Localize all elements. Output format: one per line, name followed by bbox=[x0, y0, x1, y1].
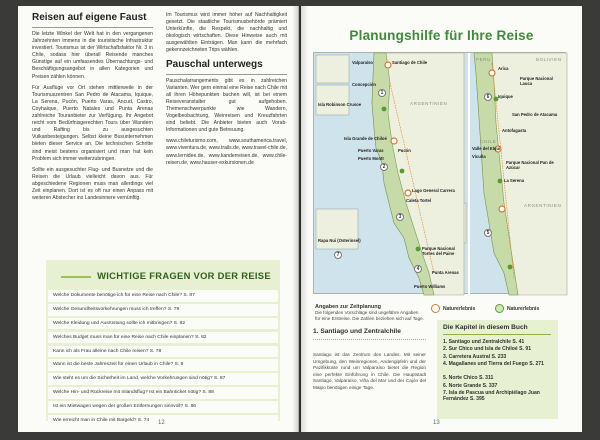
country-label: CHILE bbox=[480, 139, 497, 144]
map-place-label: Iquique bbox=[498, 94, 513, 99]
chapters-rule bbox=[443, 334, 551, 335]
page-number-right: 13 bbox=[433, 420, 440, 426]
highlight-marker-icon bbox=[391, 138, 397, 144]
legend-label: Naturerlebnis bbox=[507, 306, 540, 312]
country-label: ARGENTINIEN bbox=[410, 101, 448, 106]
paragraph: Pauschalarrangements gibt es in zahlreichen Varianten. Wer gern einmal eine Reise nach Chile mit all ihren Höhepunkten buchen will, ist bei einem Reiseveranstalter gut aufgehoben. Themenschwerpunkte wie Wandern, Vogelbeobachtung, Weinreisen und Kreuzfahrten sind beliebt. Die Anbieter bieten auch Vorab-Informationen und gute Betreuung. bbox=[166, 77, 287, 134]
highlight-marker-icon bbox=[489, 70, 495, 76]
faq-title bbox=[46, 268, 280, 284]
faq-item: Welche Hin- und Rückreise mit Inlandsflug? Ist ein Bahnticket nötig? S. 88 bbox=[48, 387, 278, 399]
region-number: 5 bbox=[484, 229, 492, 237]
faq-item: Welche Gesundheitsvorkehrungen muss ich treffen? S. 79 bbox=[48, 304, 278, 316]
region-number: 2 bbox=[380, 163, 388, 171]
chapter-item: 7. Isla de Pascua und Archipiélago Juan Fernández S. 395 bbox=[443, 389, 540, 403]
page-title: Planungshilfe für Ihre Reise bbox=[349, 28, 534, 43]
chapters-heading: Die Kapitel in diesem Buch bbox=[443, 324, 528, 331]
map-place-label: Puerto Montt bbox=[358, 156, 384, 161]
nature-marker-icon bbox=[382, 107, 387, 112]
paragraph: Die letzte Winkel der Welt hat in den vergangenen Jahrzehnten immens in die touristische Infrastruktur investiert. Tourismus ist der Wirtschaftsfaktor Nr. 3 in Chile, sodass hier überall Reisende manches Günstige auf ein umfassendes Übernachtungs- und Beschäftigungsangebot in allen Kategorien und Preisen zählen können. bbox=[32, 31, 153, 80]
faq-item: Kann ich als Frau alleine nach Chile reisen? S. 78 bbox=[48, 346, 278, 358]
region-number: 1 bbox=[378, 89, 386, 97]
region-number: 6 bbox=[484, 93, 492, 101]
region-number: 7 bbox=[334, 251, 342, 259]
highlight-marker-icon bbox=[405, 190, 411, 196]
map-place-label: Parque Nacional Torres del Paine bbox=[422, 246, 455, 256]
section-divider bbox=[313, 339, 426, 340]
faq-item: Wann ist die beste Jahreszeit für einen Urlaub in Chile? S. 8 bbox=[48, 359, 278, 371]
country-label: BOLIVIEN bbox=[536, 57, 562, 62]
faq-item: Ist ein Mietwagen wegen der großen Entfernungen sinnvoll? S. 86 bbox=[48, 401, 278, 413]
map-graphic bbox=[314, 53, 567, 295]
planning-map bbox=[313, 52, 566, 294]
heading-reisen-auf-eigene-faust: Reisen auf eigene Faust bbox=[32, 12, 147, 23]
map-place-label: Lago General Carrera bbox=[412, 188, 455, 193]
country-label: ARGENTINIEN bbox=[524, 203, 562, 208]
faq-list bbox=[48, 290, 278, 429]
highlight-marker-icon bbox=[499, 206, 505, 212]
heading-divider bbox=[166, 74, 287, 75]
highlight-legend-icon bbox=[431, 304, 440, 313]
nature-marker-icon bbox=[400, 169, 405, 174]
highlight-marker-icon bbox=[385, 62, 391, 68]
map-place-label: Parque Nacional Lauca bbox=[520, 76, 553, 86]
nature-marker-icon bbox=[508, 265, 513, 270]
heading-pauschal-unterwegs: Pauschal unterwegs bbox=[166, 58, 263, 70]
chapters-list bbox=[443, 339, 555, 404]
map-place-label: Valparaíso bbox=[352, 60, 373, 65]
map-place-label: San Pedro de Atacama bbox=[512, 112, 558, 117]
map-place-label: Isla Robinson Crusoe bbox=[318, 102, 362, 107]
faq-item: Welches Budget muss man für eine Reise nach Chile einplanen? S. 82 bbox=[48, 332, 278, 344]
faq-box bbox=[46, 260, 280, 421]
paragraph-intro: Im Tourismus wird immer höher auf Nachhaltigkeit gesetzt. Die staatliche Tourismusbehörde prämiert Unterkünfte, die Respekt, die nachhaltig und ökologisch wirtschaften. Diese Hinweise auch mit ausgewählten Einträgen. Man kann die mehrfach gekennzeichneten Trips wählen. bbox=[166, 12, 287, 54]
map-place-label: La Serena bbox=[504, 178, 525, 183]
page-number-left: 12 bbox=[158, 420, 165, 426]
chapter-item: 3. Carretera Austral S. 233 bbox=[443, 353, 507, 360]
section-heading: 1. Santiago und Zentralchile bbox=[313, 328, 401, 335]
paragraph-links: www.chileturismo.com, www.southamerica.travel, www.viventura.de, www.trails.de, www.travel-chile.de, www.lernidee.de, www.kanderreisen.de, www.chile-reisen.de, www.hauser-exkursionen.de bbox=[166, 138, 287, 166]
map-place-label: Pucón bbox=[398, 148, 411, 153]
map-place-label: Antofagasta bbox=[502, 128, 527, 133]
region-number: 3 bbox=[396, 213, 404, 221]
map-place-label: Puerto Varas bbox=[358, 148, 384, 153]
heading-divider bbox=[32, 27, 153, 28]
faq-item: Wie erreicht man in Chile mit Bargeld? S. 74 bbox=[48, 415, 278, 427]
nature-legend-icon bbox=[495, 304, 504, 313]
map-place-label: Rapa Nui (Osterinsel) bbox=[318, 238, 361, 243]
inset-robinson-crusoe bbox=[316, 85, 349, 115]
column-reisen-auf-eigene-faust bbox=[32, 12, 153, 206]
chapter-item: 5. Norte Chico S. 311 bbox=[443, 375, 494, 382]
legend-label: Naturerlebnis bbox=[443, 306, 476, 312]
chapter-item: 1. Santiago und Zentralchile S. 41 bbox=[443, 339, 525, 345]
nature-marker-icon bbox=[416, 247, 421, 252]
legend-heading: Angaben zur Zeitplanung bbox=[315, 304, 381, 310]
map-place-label: Santiago de Chile bbox=[392, 60, 428, 65]
map-place-label: Punta Arenas bbox=[432, 270, 459, 275]
map-place-label: Parque Nacional Pan de Azúcar bbox=[506, 160, 554, 170]
map-place-label: Puerto Williams bbox=[414, 284, 446, 289]
chapter-item: 4. Magallanes und Tierra del Fuego S. 271 bbox=[443, 361, 544, 368]
map-place-label: Isla Grande de Chiloé bbox=[344, 136, 387, 141]
map-place-label: Caleta Tortel bbox=[406, 198, 432, 203]
country-label: PERU bbox=[476, 57, 491, 62]
region-number: 4 bbox=[414, 265, 422, 273]
map-place-label: Valle del Elqui bbox=[472, 146, 501, 151]
faq-title-rule bbox=[61, 276, 91, 278]
faq-item: Welche Kleidung und Ausrüstung sollte ich mitbringen? S. 82 bbox=[48, 318, 278, 330]
map-place-label: Concepción bbox=[352, 82, 376, 87]
right-page bbox=[301, 6, 582, 432]
left-page bbox=[18, 6, 299, 432]
chapter-item: 6. Norte Grande S. 337 bbox=[443, 382, 498, 389]
chapter-item: 2. Sur Chico und Isla de Chiloé S. 91 bbox=[443, 346, 532, 353]
map-place-label: Arica bbox=[498, 66, 509, 71]
legend-text: Die folgenden Vorschläge sind ungefähre Angaben für eine Erstreise. Die Zahlen beziehen sich auf Tage. bbox=[315, 310, 424, 321]
map-place-label: Vicuña bbox=[472, 154, 486, 159]
paragraph: Sollte ein ausgesuchter Flug- und Busnetze und die Reisen die Urlaub vielleicht davon aus. Für abgeschiedene Regionen muss man allerdings viel Zeit einplanen. Dort ist es oft nur einen Anpass mit weiteren Abstecher ins Landesinnere vernünftig. bbox=[32, 166, 153, 202]
faq-title-text: WICHTIGE FRAGEN VOR DER REISE bbox=[97, 270, 271, 281]
nature-marker-icon bbox=[498, 179, 503, 184]
inset-valparaiso bbox=[316, 55, 349, 83]
faq-item: Welche Dokumente benötige ich für eine Reise nach Chile? S. 87 bbox=[48, 290, 278, 302]
faq-item: Wie steht es um die Sicherheit im Land, welche Vorkehrungen sind nötig? S. 87 bbox=[48, 373, 278, 385]
section-text: Santiago ist das Zentrum des Landes. Mit seiner Umgebung, den Weinregionen, Andengipfeln und der Pazifikküste rund um Valparaíso bietet die Region eine perfekte Einführung in Chile. Die Hauptstadt Santiago, Valparaíso, Viña del Mar und der Cajón del Maipo benötigen einige Tage. bbox=[313, 352, 426, 390]
paragraph: Für Ausflüge vor Ort stehen mittlerweile in der Tourismuszentren San Pedro de Atacama, Iquique, La Serena, Pucón, Puerto Varas, Ancud, Castro, Coyhaique, Puerto Natales und Punta Arenas zahlreiche Touranbieter zur Verfügung. Ihr Angebot reicht vom Bedürfnisgerechten Tours über Wandern und Rafting bis zu ausgesuchten Vulkanbesteigungen. Selbst kleine Busunternehmen bieten dieser Service an. Die technischen Schritte sind meist bestens organisiert und man hat kein Problem sich immer weiterzubringen. bbox=[32, 84, 153, 162]
column-pauschal-unterwegs bbox=[166, 12, 287, 171]
